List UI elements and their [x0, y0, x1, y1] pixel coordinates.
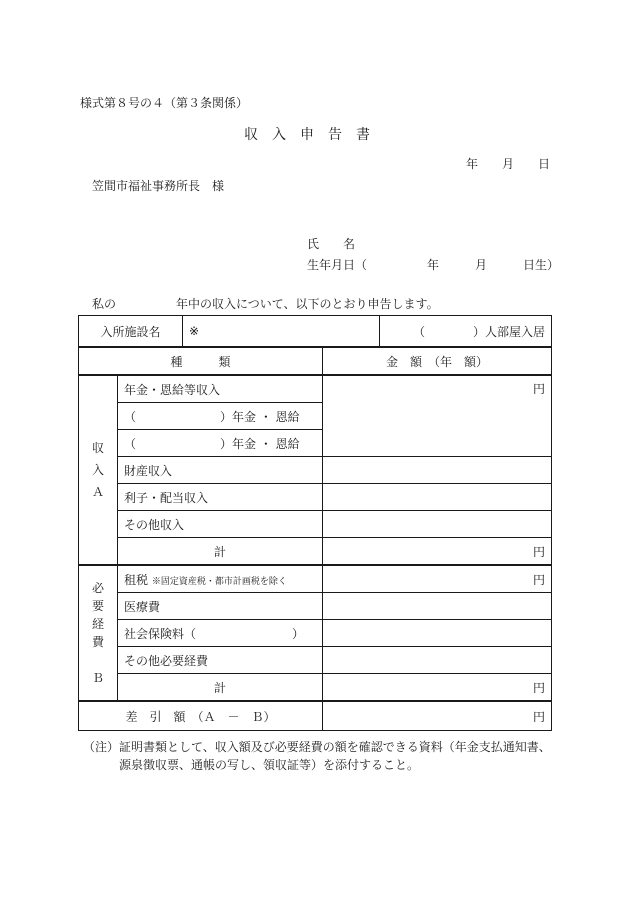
difference-field[interactable]: [323, 701, 552, 731]
income-declaration-table: [78, 315, 552, 731]
amount-field[interactable]: [323, 457, 552, 484]
expense-row: [79, 620, 552, 647]
yen-unit: 円: [533, 680, 546, 695]
expense-row: [79, 565, 552, 593]
income-side-char: Ａ: [91, 485, 104, 499]
addressee: 笠間市福祉事務所長 様: [92, 179, 225, 193]
facility-row: [79, 316, 552, 348]
amount-field[interactable]: [323, 511, 552, 538]
expense-item: その他必要経費: [118, 647, 323, 674]
amount-field[interactable]: [323, 565, 552, 593]
income-total-label: 計: [118, 538, 323, 566]
income-total-field[interactable]: [323, 538, 552, 566]
intro-text: 私の 年中の収入について、以下のとおり申告します。: [92, 297, 439, 311]
date-line: 年 月 日: [466, 157, 551, 171]
expense-row: [79, 593, 552, 620]
facility-label: 入所施設名: [79, 316, 183, 348]
note-text: 証明書類として、収入額及び必要経費の額を確認できる資料（年金支払通知書、: [119, 740, 551, 754]
room-type-field[interactable]: （ ）人部屋入居: [380, 316, 552, 348]
expense-total-row: [79, 674, 552, 702]
birthdate-label: 生年月日（ 年 月 日生）: [307, 258, 560, 272]
difference-row: [79, 701, 552, 731]
pension-amount-field[interactable]: [323, 375, 552, 457]
expense-side-label: [79, 565, 118, 701]
income-item: その他収入: [118, 511, 323, 538]
yen-unit: 円: [533, 382, 546, 396]
expense-item: 医療費: [118, 593, 323, 620]
income-item: 財産収入: [118, 457, 323, 484]
expense-side-char: 必: [91, 581, 104, 595]
expense-item: [118, 565, 323, 593]
expense-side-char: 費: [91, 635, 104, 649]
income-row: [79, 457, 552, 484]
income-item[interactable]: （ ）年金 ・ 恩給: [118, 430, 323, 457]
difference-label: 差 引 額 （Ａ － Ｂ）: [79, 701, 323, 731]
note-text: 源泉徴収票、通帳の写し、領収証等）を添付すること。: [119, 758, 420, 772]
income-item[interactable]: （ ）年金 ・ 恩給: [118, 403, 323, 430]
expense-side-char: Ｂ: [91, 671, 104, 685]
facility-mark: ※: [189, 324, 200, 338]
expense-row: [79, 647, 552, 674]
tax-note: ※固定資産税・都市計画税を除く: [151, 576, 287, 587]
page-title: 収入申告書: [244, 127, 384, 143]
kind-header: 種 類: [79, 347, 323, 375]
expense-side-char: 要: [91, 599, 104, 613]
amount-field[interactable]: [323, 647, 552, 674]
note-prefix: （注）: [83, 740, 120, 754]
amount-field[interactable]: [323, 484, 552, 511]
income-row: [79, 484, 552, 511]
expense-total-field[interactable]: [323, 674, 552, 702]
expense-total-label: 計: [118, 674, 323, 702]
form-number: 様式第８号の４（第３条関係）: [80, 96, 249, 110]
income-item: 利子・配当収入: [118, 484, 323, 511]
income-side-char: 入: [91, 463, 104, 477]
yen-unit: 円: [533, 544, 546, 559]
income-row: [79, 375, 552, 403]
income-row: [79, 511, 552, 538]
tax-label: 租税: [124, 572, 149, 587]
note: [83, 738, 563, 774]
amount-field[interactable]: [323, 593, 552, 620]
income-total-row: [79, 538, 552, 566]
expense-item[interactable]: 社会保険料（ ）: [118, 620, 323, 647]
facility-name-field[interactable]: [183, 316, 380, 348]
income-side-char: 収: [91, 441, 104, 455]
header-row: [79, 347, 552, 375]
name-label: 氏 名: [307, 237, 356, 251]
income-item: 年金・恩給等収入: [118, 375, 323, 403]
amount-field[interactable]: [323, 620, 552, 647]
expense-side-char: 経: [91, 617, 104, 631]
income-side-label: [79, 375, 118, 565]
amount-header: 金 額 （年 額）: [323, 347, 552, 375]
yen-unit: 円: [533, 709, 546, 724]
yen-unit: 円: [533, 572, 546, 587]
